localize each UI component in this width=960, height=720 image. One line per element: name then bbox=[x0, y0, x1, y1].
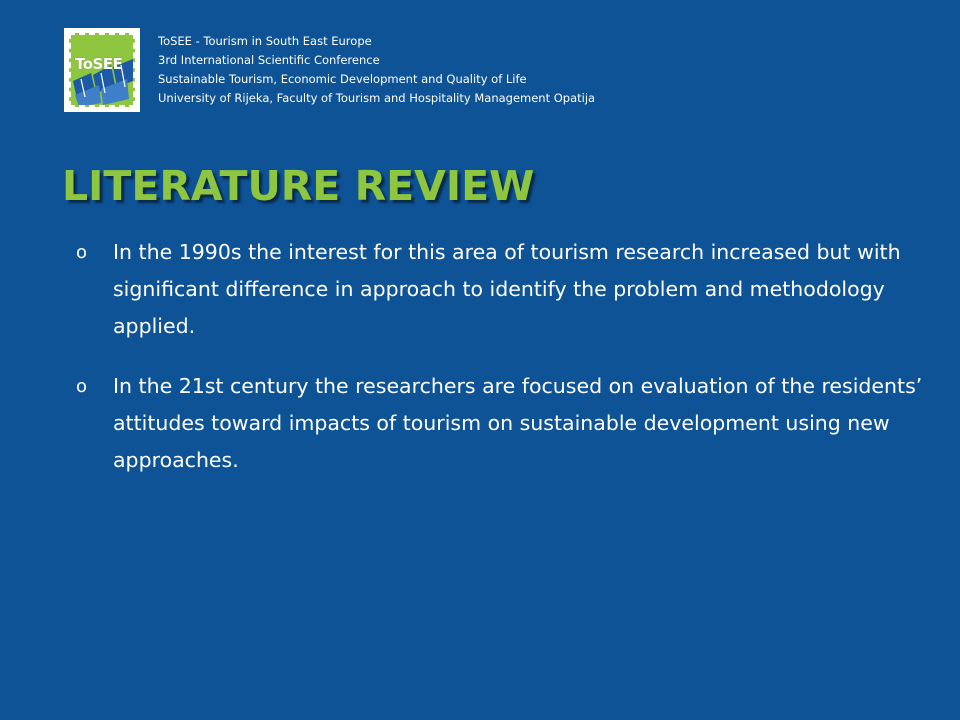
bullet-marker-icon: o bbox=[76, 376, 88, 397]
tosee-logo bbox=[64, 28, 140, 112]
header-line-1: ToSEE - Tourism in South East Europe bbox=[158, 34, 372, 48]
logo-text: ToSEE bbox=[75, 55, 123, 73]
conference-header bbox=[158, 32, 595, 108]
bullet-item bbox=[76, 368, 926, 479]
bullet-list bbox=[76, 234, 926, 479]
header-line-3: Sustainable Tourism, Economic Development and Quality of Life bbox=[158, 72, 527, 86]
bullet-text: In the 21st century the researchers are focused on evaluation of the residents’ attitudes toward impacts of tourism on sustainable development using new approaches. bbox=[113, 374, 923, 472]
header-line-4: University of Rijeka, Faculty of Tourism and Hospitality Management Opatija bbox=[158, 91, 596, 105]
tosee-logo-icon bbox=[69, 33, 135, 107]
slide-title: LITERATURE REVIEW bbox=[62, 162, 535, 210]
bullet-text: In the 1990s the interest for this area of tourism research increased but with significant difference in approach to identify the problem and methodology applied. bbox=[113, 240, 901, 338]
bullet-marker-icon: o bbox=[76, 242, 88, 263]
header-line-2: 3rd International Scientific Conference bbox=[158, 53, 380, 67]
bullet-item bbox=[76, 234, 926, 345]
